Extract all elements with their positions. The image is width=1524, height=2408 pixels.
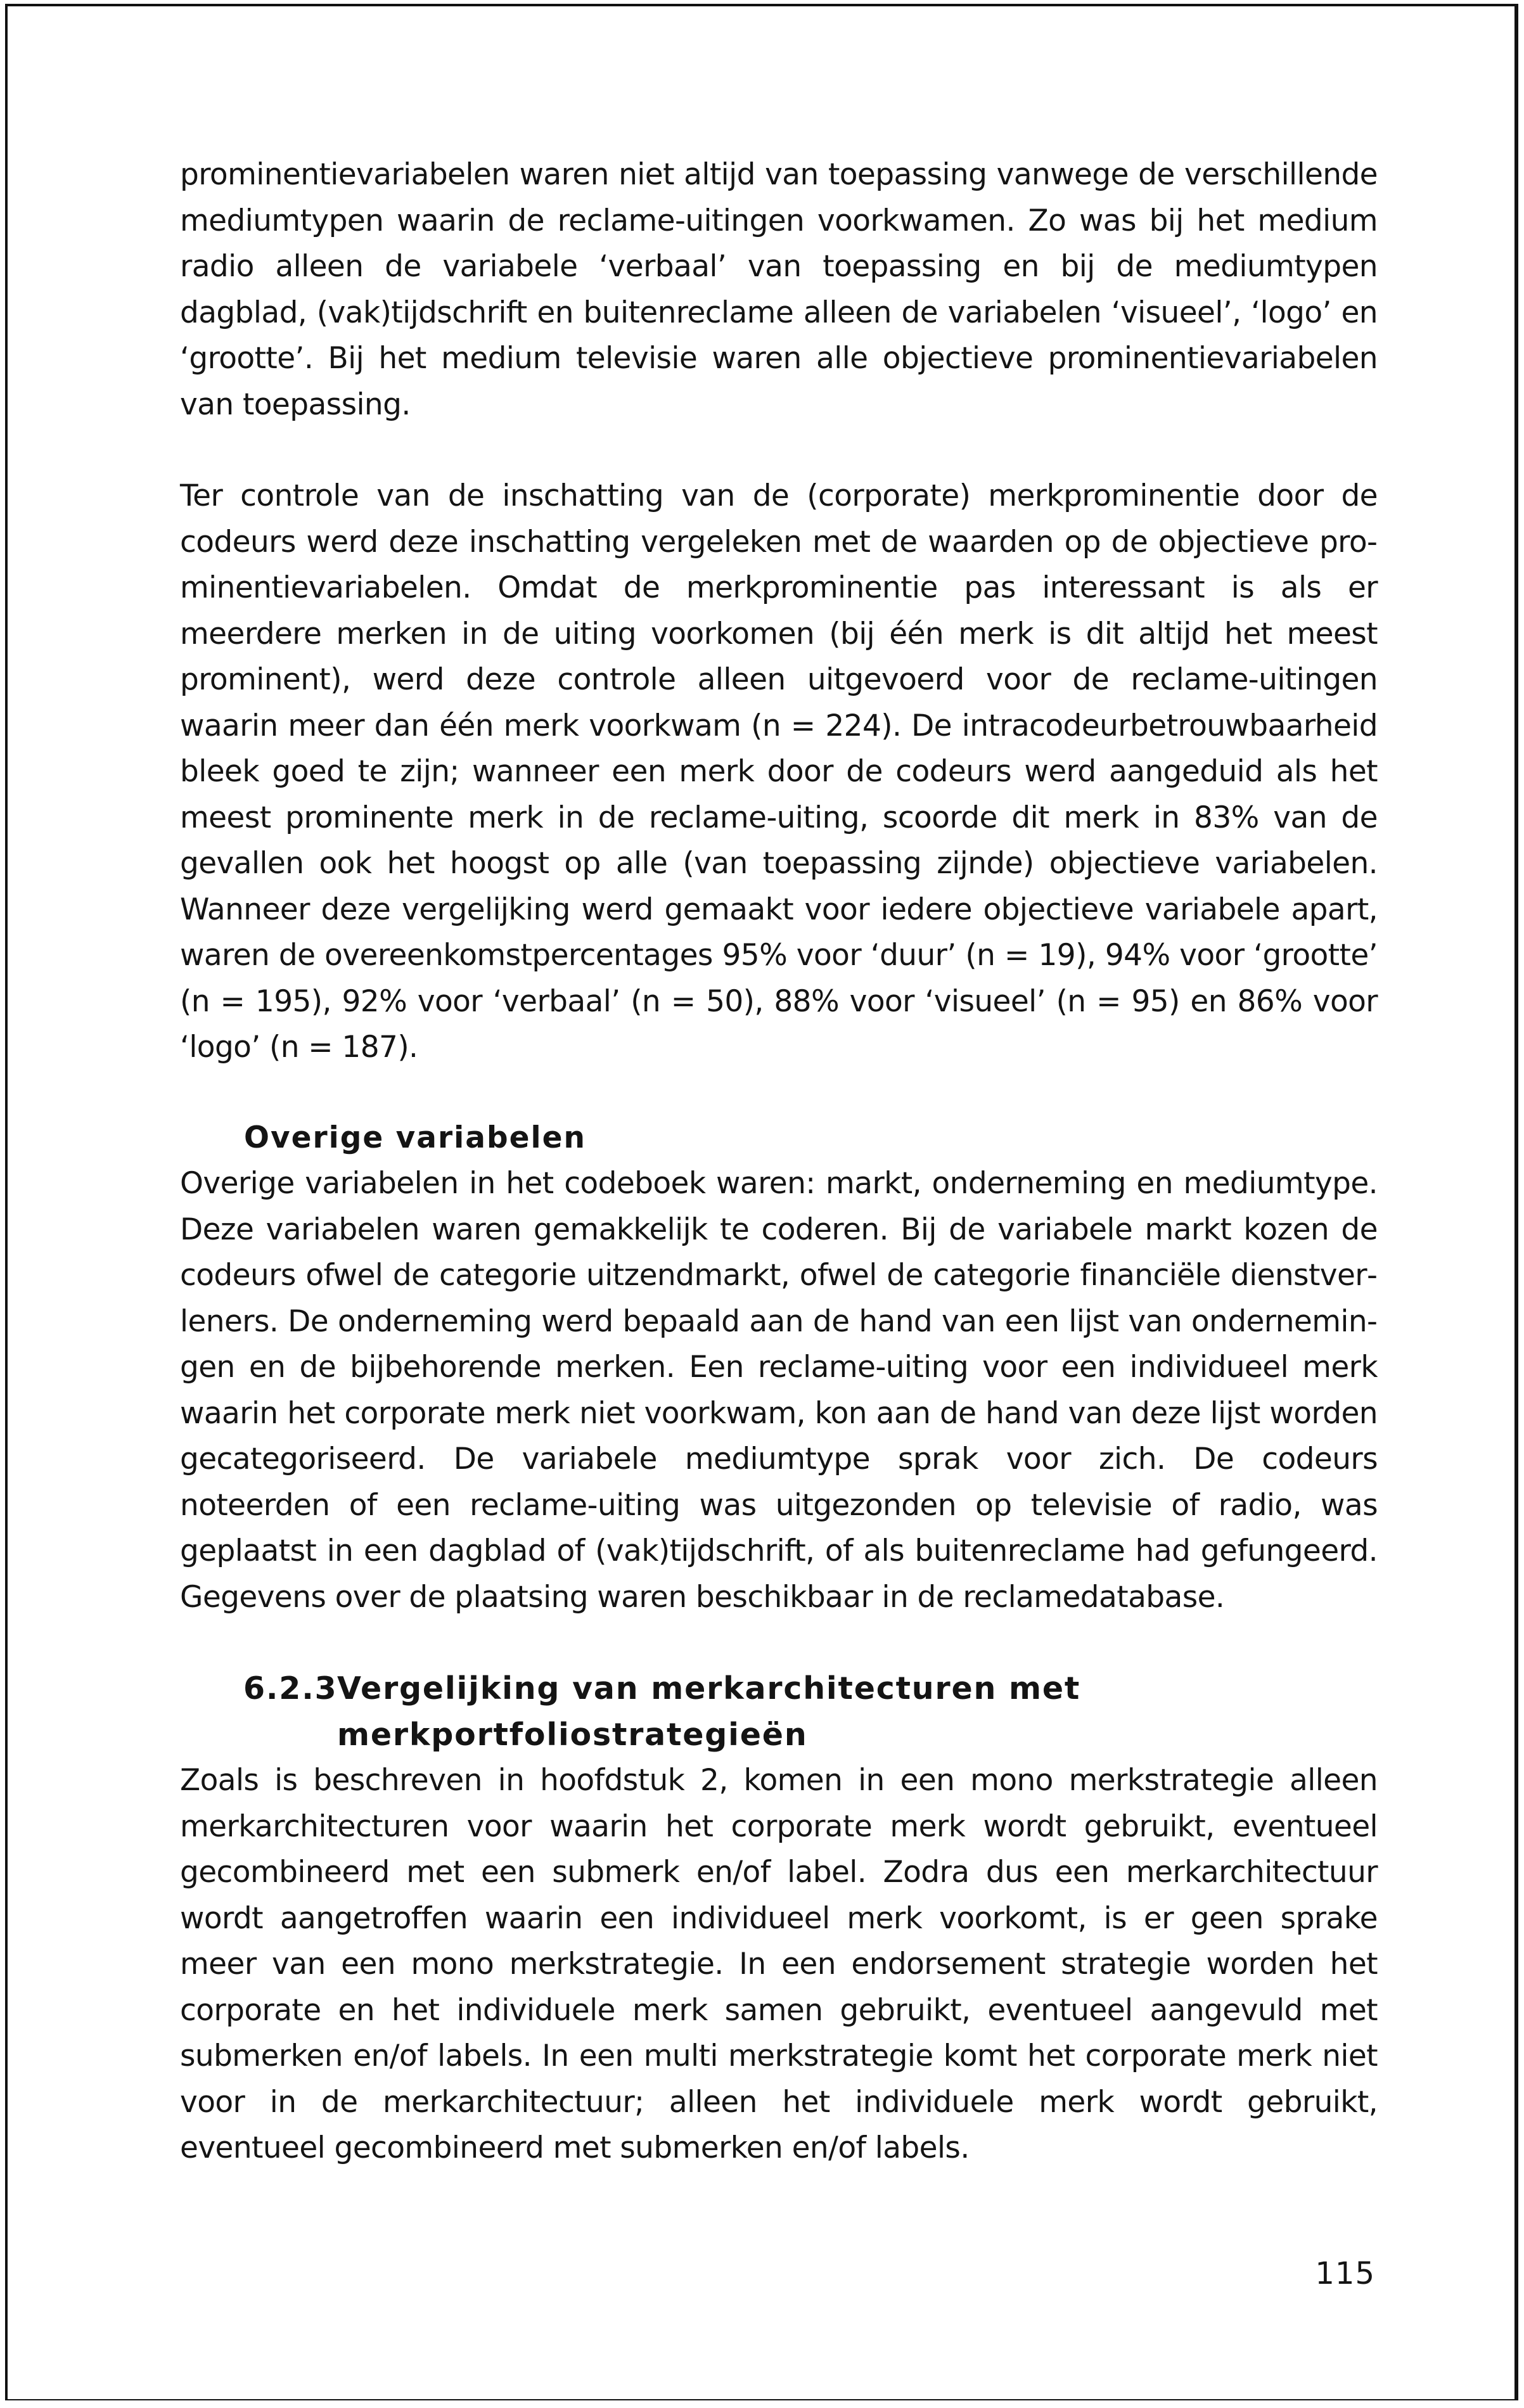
- subheading-overige-variabelen: Overige variabelen: [244, 1120, 586, 1155]
- section-heading: [180, 1666, 1378, 1758]
- paragraph-controle: Ter controle van de inschatting van de (corporate) merkprominentie door de codeurs werd deze inschatting vergeleken met de waarden op de objectieve prominentievariabelen. Omdat de merkprominentie pas interessant is als er meerdere merken in de uiting voorkomen (bij één merk is dit altijd het meest prominent), werd deze controle alleen uitgevoerd voor de reclame-uitingen waarin meer dan één merk voorkwam (n = 224). De intracodeurbetrouwbaarheid bleek goed te zijn; wanneer een merk door de codeurs werd aangeduid als het meest prominente merk in de reclame-uiting, scoorde dit merk in 83% van de gevallen ook het hoogst op alle (van toepassing zijnde) objectieve variabelen. Wanneer deze vergelijking werd gemaakt voor iedere objectieve variabele apart, waren de overeenkomstpercentages 95% voor ‘duur’ (n = 19), 94% voor ‘grootte’ (n = 195), 92% voor ‘verbaal’ (n = 50), 88% voor ‘visueel’ (n = 95) en 86% voor ‘logo’ (n = 187).: [180, 478, 1378, 1065]
- page-number: 115: [1315, 2256, 1375, 2291]
- section-title: Vergelijking van merkarchitecturen met merkportfoliostrategieën: [337, 1670, 1081, 1753]
- body-text: [180, 152, 1378, 2172]
- section-number: 6.2.3: [243, 1670, 338, 1707]
- paragraph-merkstrategie: Zoals is beschreven in hoofdstuk 2, komen in een mono merkstrategie alleen merkarchitecturen voor waarin het corporate merk wordt gebruikt, eventueel gecombineerd met een submerk en/of label. Zodra dus een merkarchitectuur wordt aangetroffen waarin een individueel merk voorkomt, is er geen sprake meer van een mono merkstrategie. In een endorsement strategie worden het corporate en het individuele merk samen gebruikt, eventueel aangevuld met submerken en/of labels. In een multi merkstrategie komt het corporate merk niet voor in de merkarchitectuur; alleen het individuele merk wordt gebruikt, eventueel gecombineerd met submerken en/of labels.: [180, 1763, 1378, 2165]
- paragraph-overige: Overige variabelen in het codeboek waren: markt, onderneming en mediumtype. Deze variabelen waren gemakkelijk te coderen. Bij de variabele markt kozen de codeurs ofwel de categorie uitzendmarkt, ofwel de categorie financiële dienstverleners. De onderneming werd bepaald aan de hand van een lijst van ondernemingen en de bijbehorende merken. Een reclame-uiting voor een individueel merk waarin het corporate merk niet voorkwam, kon aan de hand van deze lijst worden gecategoriseerd. De variabele mediumtype sprak voor zich. De codeurs noteerden of een reclame-uiting was uitgezonden op televisie of radio, was geplaatst in een dagblad of (vak)tijdschrift, of als buitenreclame had gefungeerd. Gegevens over de plaatsing waren beschikbaar in de reclamedatabase.: [180, 1166, 1378, 1615]
- paragraph-prominentie: prominentievariabelen waren niet altijd van toepassing vanwege de verschillende mediumtypen waarin de reclame-uitingen voorkwamen. Zo was bij het medium radio alleen de variabele ‘verbaal’ van toepassing en bij de mediumtypen dagblad, (vak)tijdschrift en buitenreclame alleen de variabelen ‘visueel’, ‘logo’ en ‘grootte’. Bij het medium televisie waren alle objectieve prominentievariabelen van toepassing.: [180, 157, 1378, 422]
